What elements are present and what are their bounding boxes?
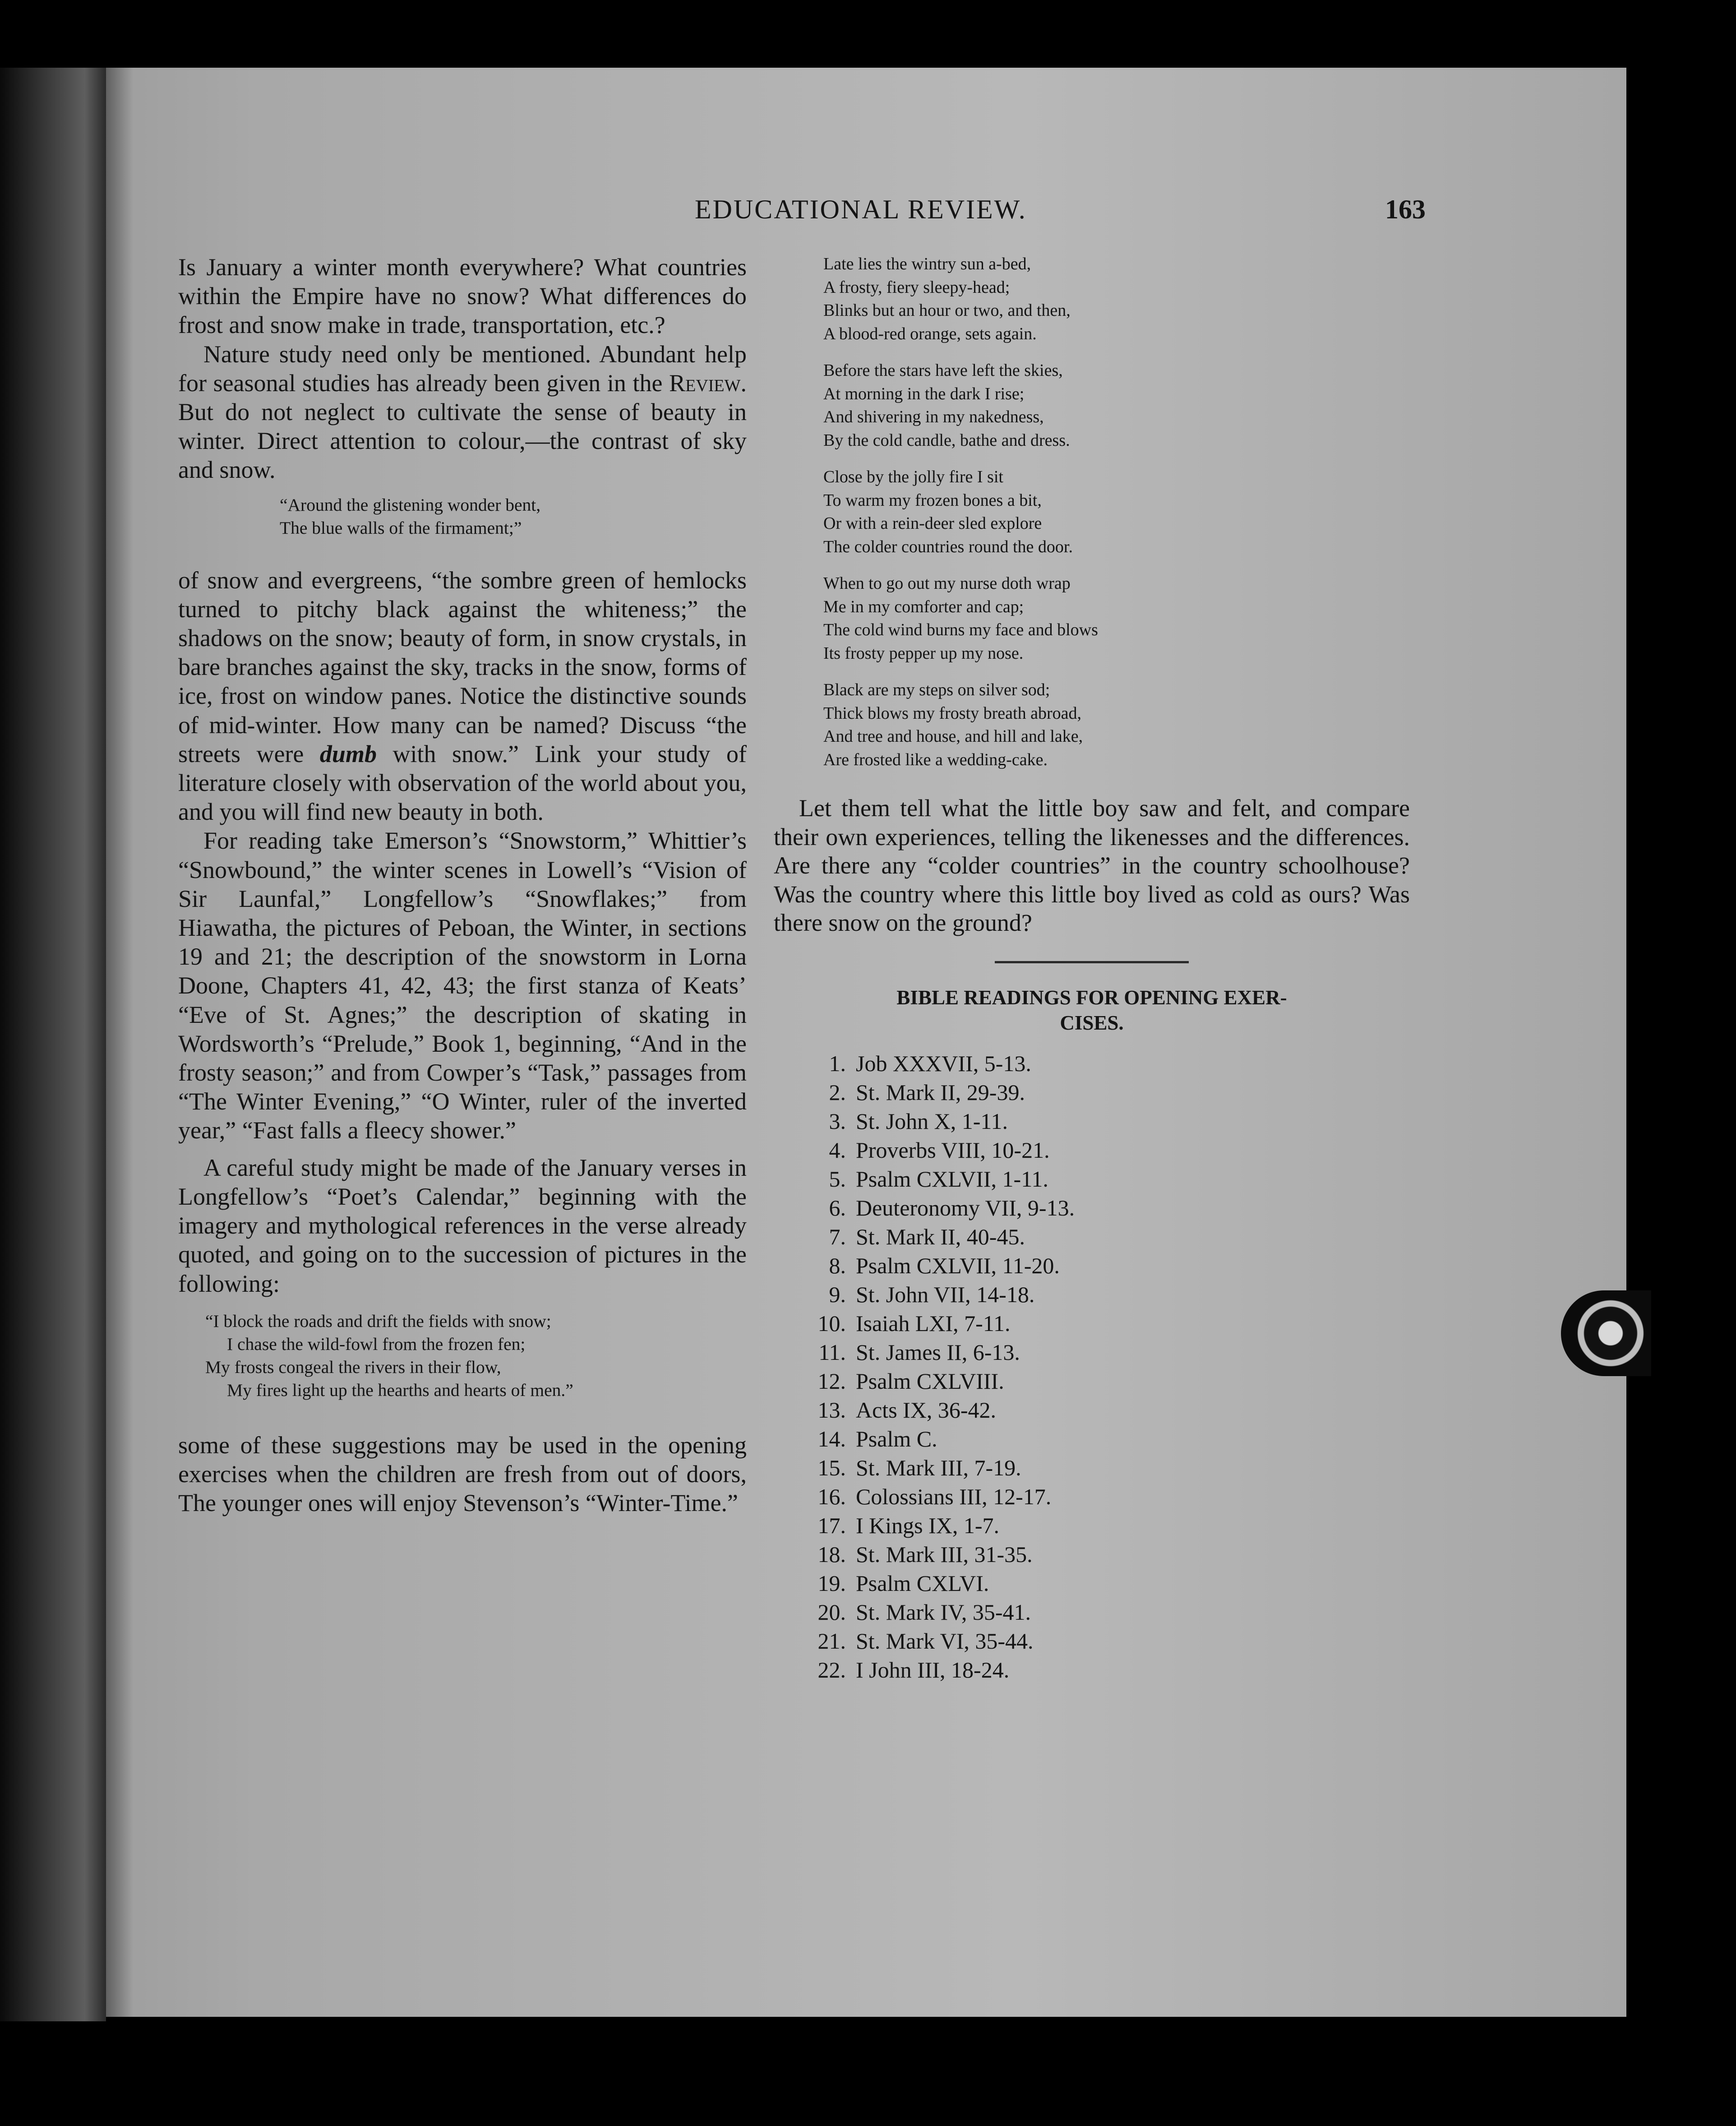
- list-item: [796, 1280, 1410, 1309]
- list-item: [796, 1078, 1410, 1107]
- verse-line: The blue walls of the firmament;”: [280, 518, 522, 538]
- verse-line: When to go out my nurse doth wrap: [823, 574, 1071, 593]
- list-item: [796, 1049, 1410, 1078]
- stanza: [823, 359, 1410, 452]
- section-title-line: CISES.: [1060, 1011, 1124, 1034]
- item-reference: St. Mark IV, 35-41.: [856, 1599, 1031, 1625]
- item-number: 13.: [817, 1397, 846, 1423]
- verse-quote: [280, 494, 747, 540]
- verse-line: Before the stars have left the skies,: [823, 361, 1063, 380]
- item-number: 21.: [817, 1628, 846, 1654]
- list-item: [796, 1251, 1410, 1280]
- list-item: [796, 1136, 1410, 1165]
- verse-line: Me in my comforter and cap;: [823, 597, 1024, 616]
- verse-line: Black are my steps on silver sod;: [823, 680, 1050, 699]
- item-reference: Psalm CXLVII, 1-11.: [856, 1166, 1048, 1192]
- item-number: 12.: [817, 1368, 846, 1394]
- list-item: [796, 1165, 1410, 1193]
- item-number: 20.: [817, 1599, 846, 1625]
- verse-line: “I block the roads and drift the fields with snow;: [205, 1311, 551, 1331]
- item-reference: St. John X, 1-11.: [856, 1108, 1008, 1134]
- item-reference: I John III, 18-24.: [856, 1657, 1010, 1682]
- verse-line: And tree and house, and hill and lake,: [823, 727, 1083, 746]
- paragraph: [178, 566, 747, 827]
- verse-line: A blood-red orange, sets again.: [823, 324, 1037, 343]
- right-column: [774, 253, 1410, 1684]
- list-item: [796, 1396, 1410, 1424]
- item-reference: St. Mark VI, 35-44.: [856, 1628, 1034, 1654]
- verse-line: By the cold candle, bathe and dress.: [823, 430, 1070, 450]
- text-run: Nature study need only be mentioned. Abundant help for seasonal studies has already been given in the: [178, 340, 747, 397]
- item-number: 17.: [817, 1512, 846, 1538]
- stanza: [823, 679, 1410, 772]
- item-reference: Psalm CXLVIII.: [856, 1368, 1004, 1394]
- verse-line: The cold wind burns my face and blows: [823, 620, 1098, 639]
- verse-line: A frosty, fiery sleepy-head;: [823, 277, 1010, 297]
- paragraph: For reading take Emerson’s “Snowstorm,” Whittier’s “Snowbound,” the winter scenes in Lowell’s “Vision of Sir Launfal,” Longfellow’s “Snowflakes;” from Hiawatha, the pictures of Peboan, the Winter, in sections 19 and 21; the description of the snowstorm in Lorna Doone, Chapters 41, 42, 43; the first stanza of Keats’ “Eve of St. Agnes;” the description of skating in Wordsworth’s “Prelude,” Book 1, beginning, “And in the frosty season;” and from Cowper’s “Task,” passages from “The Winter Evening,” “O Winter, ruler of the inverted year,” “Fast falls a fleecy shower.”: [178, 827, 747, 1144]
- item-reference: I Kings IX, 1-7.: [856, 1512, 1000, 1538]
- verse-line: Thick blows my frosty breath abroad,: [823, 703, 1081, 723]
- text-run: of snow and evergreens, “the sombre green of hemlocks turned to pitchy black against the whiteness;” the shadows on the snow; beauty of form, in snow crystals, in bare branches against the sky, tracks in the snow, forms of ice, frost on window panes. Notice the distinctive sounds of mid-winter. How many can be named? Discuss “the streets were: [178, 566, 747, 767]
- paragraph: Is January a winter month everywhere? What countries within the Empire have no snow? What differences do frost and snow make in trade, transportation, etc.?: [178, 254, 747, 339]
- list-item: [796, 1193, 1410, 1222]
- verse-line: Close by the jolly fire I sit: [823, 467, 1003, 486]
- item-reference: St. Mark III, 31-35.: [856, 1541, 1033, 1567]
- page-number: 163: [1385, 194, 1426, 224]
- paragraph: some of these suggestions may be used in the opening exercises when the children are fresh from out of doors, The younger ones will enjoy Stevenson’s “Winter-Time.”: [178, 1431, 747, 1517]
- item-number: 14.: [817, 1426, 846, 1451]
- item-number: 10.: [817, 1310, 846, 1336]
- item-reference: St. Mark II, 40-45.: [856, 1224, 1025, 1249]
- list-item: [796, 1338, 1410, 1367]
- item-number: 15.: [817, 1455, 846, 1480]
- verse-quote: [205, 1310, 747, 1402]
- emphasis: dumb: [319, 740, 377, 767]
- verse-line: Blinks but an hour or two, and then,: [823, 301, 1071, 320]
- item-reference: Psalm CXLVII, 11-20.: [856, 1252, 1060, 1278]
- item-reference: St. Mark II, 29-39.: [856, 1079, 1025, 1105]
- stanza: [823, 572, 1410, 665]
- list-item: [796, 1424, 1410, 1453]
- item-number: 8.: [829, 1252, 846, 1278]
- verse-line: I chase the wild-fowl from the frozen fen;: [227, 1334, 526, 1354]
- list-item: [796, 1453, 1410, 1482]
- paragraph: A careful study might be made of the January verses in Longfellow’s “Poet’s Calendar,” beginning with the imagery and mythological references in the verse already quoted, and going on to the succession of pictures in the following:: [178, 1154, 747, 1297]
- poem: [774, 253, 1410, 772]
- item-reference: Psalm C.: [856, 1426, 937, 1451]
- item-reference: Deuteronomy VII, 9-13.: [856, 1195, 1075, 1220]
- verse-line: To warm my frozen bones a bit,: [823, 490, 1042, 510]
- verse-line: And shivering in my nakedness,: [823, 407, 1044, 426]
- scan-left-edge: [0, 68, 106, 2021]
- verse-line: My fires light up the hearths and hearts of men.”: [227, 1380, 573, 1400]
- item-number: 5.: [829, 1166, 846, 1192]
- list-item: [796, 1627, 1410, 1655]
- list-item: [796, 1107, 1410, 1136]
- right-body: [774, 794, 1410, 1684]
- item-number: 3.: [829, 1108, 846, 1134]
- verse-line: Or with a rein-deer sled explore: [823, 514, 1042, 533]
- page-header: [582, 194, 1439, 235]
- stanza: [823, 253, 1410, 346]
- item-reference: Psalm CXLVI.: [856, 1570, 989, 1596]
- item-number: 19.: [817, 1570, 846, 1596]
- item-reference: Colossians III, 12-17.: [856, 1484, 1052, 1509]
- binder-clip: [1561, 1290, 1651, 1376]
- paragraph: Let them tell what the little boy saw and felt, and compare their own experiences, telling the likenesses and the differences. Are there any “colder countries” in the country schoolhouse? Was the country where this little boy lived as cold as ours? Was there snow on the ground?: [774, 795, 1410, 936]
- verse-line: At morning in the dark I rise;: [823, 384, 1025, 403]
- list-item: [796, 1598, 1410, 1627]
- verse-line: “Around the glistening wonder bent,: [280, 495, 541, 515]
- item-number: 16.: [817, 1484, 846, 1509]
- section-title-line: BIBLE READINGS FOR OPENING EXER-: [896, 986, 1287, 1009]
- verse-line: Its frosty pepper up my nose.: [823, 643, 1024, 663]
- text-run: with snow.” Link your study of literature closely with observation of the world about you, and you will find new beauty in both.: [178, 740, 747, 826]
- item-number: 11.: [818, 1339, 846, 1365]
- gutter-shadow: [106, 68, 133, 2017]
- stanza: [823, 466, 1410, 559]
- list-item: [796, 1222, 1410, 1251]
- item-number: 18.: [817, 1541, 846, 1567]
- list-item: [796, 1540, 1410, 1569]
- running-head: EDUCATIONAL REVIEW.: [695, 194, 1027, 224]
- verse-line: The colder countries round the door.: [823, 537, 1073, 556]
- verse-line: Are frosted like a wedding-cake.: [823, 750, 1048, 769]
- section-title: [774, 985, 1410, 1035]
- list-item: [796, 1309, 1410, 1338]
- paragraph: [178, 340, 747, 485]
- list-item: [796, 1511, 1410, 1540]
- item-number: 6.: [829, 1195, 846, 1220]
- list-item: [796, 1482, 1410, 1511]
- text-run: . But do not neglect to cultivate the sense of beauty in winter. Direct attention to colour,—the contrast of sky and snow.: [178, 369, 747, 484]
- section-divider: [995, 961, 1189, 963]
- list-item: [796, 1655, 1410, 1684]
- item-number: 9.: [829, 1281, 846, 1307]
- item-number: 22.: [817, 1657, 846, 1682]
- item-number: 2.: [829, 1079, 846, 1105]
- left-column: [178, 253, 747, 1517]
- review-name: Review: [669, 369, 741, 397]
- item-reference: Proverbs VIII, 10-21.: [856, 1137, 1050, 1163]
- list-item: [796, 1367, 1410, 1396]
- verse-line: Late lies the wintry sun a-bed,: [823, 254, 1031, 273]
- item-number: 4.: [829, 1137, 846, 1163]
- item-reference: Isaiah LXI, 7-11.: [856, 1310, 1011, 1336]
- item-number: 7.: [829, 1224, 846, 1249]
- list-item: [796, 1569, 1410, 1598]
- item-reference: St. John VII, 14-18.: [856, 1281, 1035, 1307]
- readings-list: [796, 1049, 1410, 1684]
- item-reference: St. Mark III, 7-19.: [856, 1455, 1021, 1480]
- item-reference: Job XXXVII, 5-13.: [856, 1050, 1031, 1076]
- verse-line: My frosts congeal the rivers in their flow,: [205, 1357, 501, 1377]
- item-reference: Acts IX, 36-42.: [856, 1397, 997, 1423]
- item-number: 1.: [829, 1050, 846, 1076]
- item-reference: St. James II, 6-13.: [856, 1339, 1020, 1365]
